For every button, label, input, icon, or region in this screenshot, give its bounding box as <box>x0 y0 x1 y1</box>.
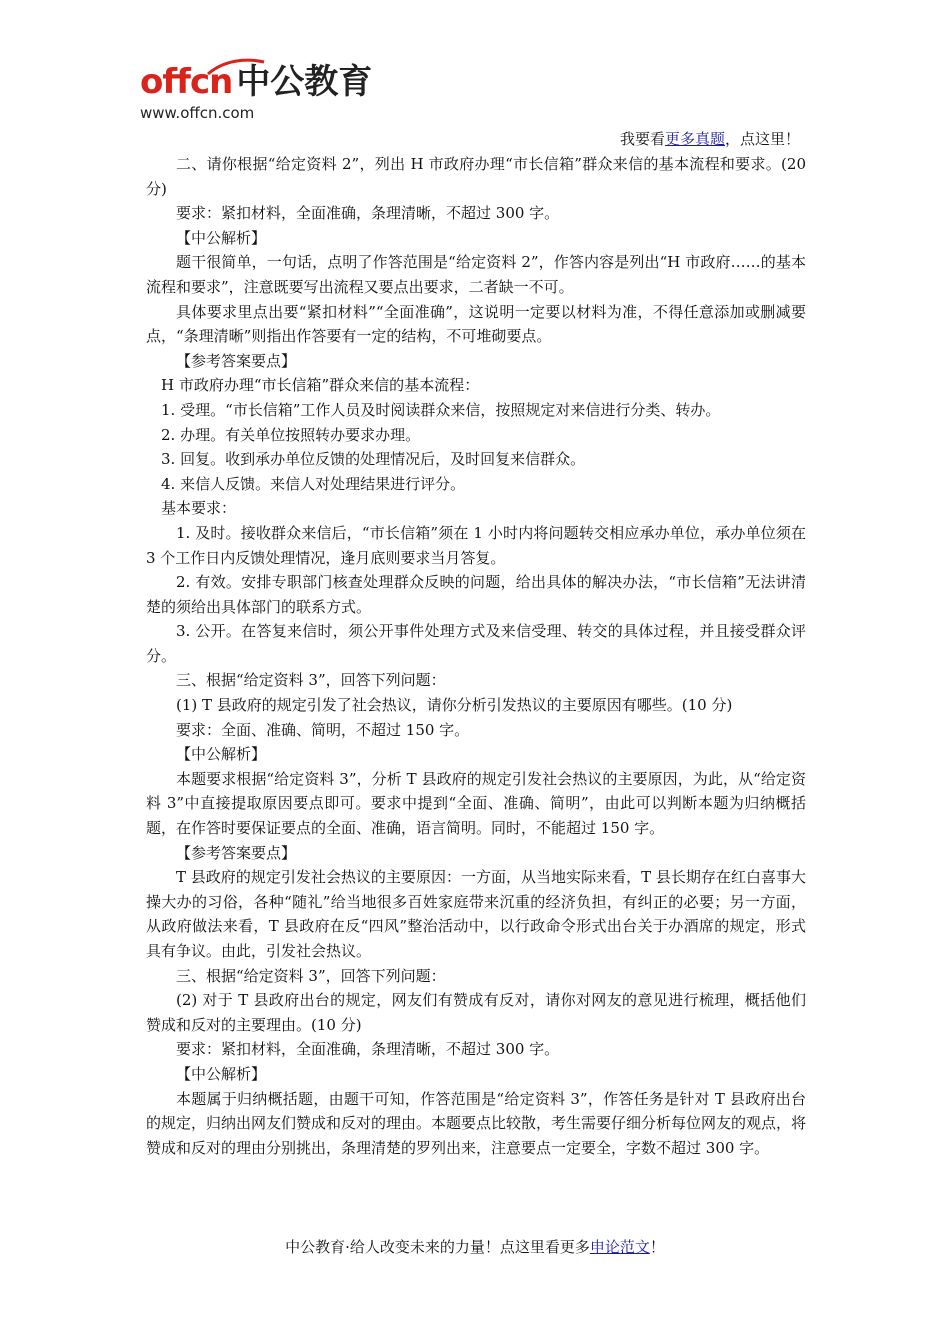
paragraph: 三、根据“给定资料 3”，回答下列问题： <box>176 671 446 690</box>
paragraph: 【中公解析】 <box>176 745 267 764</box>
paragraph: 要求：紧扣材料，全面准确，条理清晰，不超过 300 字。 <box>176 1040 560 1059</box>
paragraph: 3. 公开。在答复来信时，须公开事件处理方式及来信受理、转交的具体过程，并且接受群众评分。 <box>146 622 806 665</box>
more-exams-line <box>620 128 800 150</box>
paragraph: 1. 及时。接收群众来信后，“市长信箱”须在 1 小时内将问题转交相应承办单位，承办单位须在 3 个工作日内反馈处理情况，逢月底则要求当月答复。 <box>146 523 806 567</box>
paragraph: 基本要求： <box>161 499 237 518</box>
paragraph: (1) T 县政府的规定引发了社会热议，请你分析引发热议的主要原因有哪些。(10 分) <box>176 696 733 715</box>
more-exams-suffix: ，点这里！ <box>724 130 800 148</box>
paragraph: 【中公解析】 <box>176 228 267 247</box>
logo-url: www.offcn.com <box>140 104 255 122</box>
logo-wordmark <box>140 62 372 102</box>
paragraph: 4. 来信人反馈。来信人对处理结果进行评分。 <box>161 474 466 493</box>
footer-prefix: 中公教育·给人改变未来的力量！点这里看更多 <box>285 1238 590 1256</box>
paragraph: 具体要求里点出要“紧扣材料”“全面准确”，这说明一定要以材料为准，不得任意添加或删减要点，“条理清晰”则指出作答要有一定的结构，不可堆砌要点。 <box>146 302 806 346</box>
paragraph: T 县政府的规定引发社会热议的主要原因：一方面，从当地实际来看，T 县长期存在红白喜事大操大办的习俗，各种“随礼”给当地很多百姓家庭带来沉重的经济负担，有纠正的必要；另一方面，从政府做法来看，T 县政府在反“四风”整治活动中，以行政命令形式出台关于办酒席的规定，形式具有争议。由此，引发社会热议。 <box>146 868 806 960</box>
paragraph: 要求：全面、准确、简明，不超过 150 字。 <box>176 720 470 739</box>
more-exams-link[interactable]: 更多真题 <box>664 130 725 148</box>
paragraph: 【参考答案要点】 <box>176 351 297 370</box>
paragraph: 1. 受理。“市长信箱”工作人员及时阅读群众来信，按照规定对来信进行分类、转办。 <box>161 400 721 419</box>
paragraph: 要求：紧扣材料，全面准确，条理清晰，不超过 300 字。 <box>176 204 560 223</box>
paragraph: 本题要求根据“给定资料 3”，分析 T 县政府的规定引发社会热议的主要原因，为此，从“给定资料 3”中直接提取原因要点即可。要求中提到“全面、准确、简明”，由此可以判断本题为归纳概括题，在作答时要保证要点的全面、准确，语言简明。同时，不能超过 150 字。 <box>146 769 806 838</box>
document-body <box>146 152 806 1160</box>
paragraph: 2. 有效。安排专职部门核查处理群众反映的问题，给出具体的解决办法，“市长信箱”无法讲清楚的须给出具体部门的联系方式。 <box>146 573 806 616</box>
paragraph: 三、根据“给定资料 3”，回答下列问题： <box>176 966 446 985</box>
paragraph: 2. 办理。有关单位按照转办要求办理。 <box>161 425 421 444</box>
paragraph: H 市政府办理“市长信箱”群众来信的基本流程： <box>161 376 480 395</box>
more-exams-prefix: 我要看 <box>619 130 665 148</box>
logo-name: 中公教育 <box>236 62 373 102</box>
paragraph: (2) 对于 T 县政府出台的规定，网友们有赞成有反对，请你对网友的意见进行梳理，概括他们赞成和反对的主要理由。(10 分) <box>146 991 806 1034</box>
footer-line <box>0 1236 950 1258</box>
paragraph: 【中公解析】 <box>176 1064 267 1083</box>
footer-suffix: ！ <box>649 1238 665 1256</box>
paragraph: 3. 回复。收到承办单位反馈的处理情况后，及时回复来信群众。 <box>161 450 586 469</box>
logo-brand: offcn <box>140 62 233 102</box>
offcn-logo[interactable] <box>140 62 373 132</box>
paragraph: 【参考答案要点】 <box>176 843 297 862</box>
paragraph: 二、请你根据“给定资料 2”，列出 H 市政府办理“市长信箱”群众来信的基本流程和要求。(20 分) <box>146 155 806 198</box>
footer-essay-link[interactable]: 申论范文 <box>589 1238 650 1256</box>
paragraph: 题干很简单，一句话，点明了作答范围是“给定资料 2”，作答内容是列出“H 市政府……的基本流程和要求”，注意既要写出流程又要点出要求，二者缺一不可。 <box>146 253 806 296</box>
paragraph: 本题属于归纳概括题，由题干可知，作答范围是“给定资料 3”，作答任务是针对 T 县政府出台的规定，归纳出网友们赞成和反对的理由。本题要点比较散，考生需要仔细分析每位网友的观点，将赞成和反对的理由分别挑出，条理清楚的罗列出来，注意要点一定要全，字数不超过 300 字。 <box>146 1089 807 1157</box>
